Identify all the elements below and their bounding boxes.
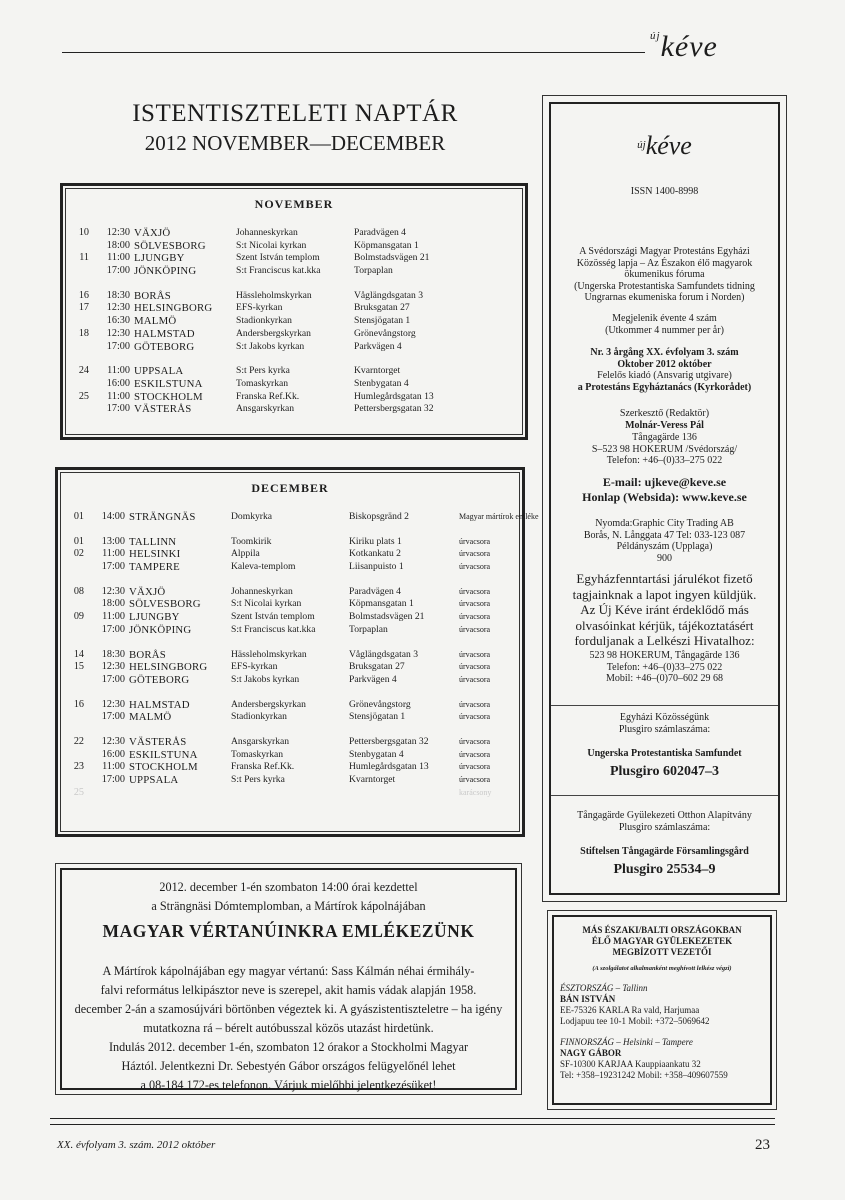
november-church: Johanneskyrkan	[236, 227, 298, 238]
november-day: 24	[78, 365, 89, 377]
december-city: HALMSTAD	[129, 698, 190, 711]
rb-g2a-line: Tångagärde Gyülekezeti Otthon Alapítvány	[577, 810, 752, 821]
november-row	[66, 290, 522, 303]
december-time: 17:00	[101, 711, 125, 723]
header-rule	[62, 52, 645, 53]
rb-desc-line: ökumenikus fóruma	[624, 269, 705, 280]
page-title: ISTENTISZTELETI NAPTÁR	[132, 100, 458, 127]
december-church: Toomkirik	[231, 535, 272, 547]
rb-addr-line: Telefon: +46–(0)33–275 022	[606, 455, 723, 466]
november-city: STOCKHOLM	[134, 390, 203, 403]
december-address: Bolmstadsvägen 21	[349, 611, 425, 623]
notice-intro	[62, 878, 515, 916]
december-group	[61, 536, 519, 574]
november-city: BORÅS	[134, 289, 172, 302]
december-church: Johanneskyrkan	[231, 585, 293, 597]
december-city: STOCKHOLM	[129, 761, 198, 774]
december-group	[61, 649, 519, 687]
november-time: 18:00	[106, 239, 130, 251]
footer-rule	[50, 1124, 775, 1125]
rb-addr-line: Tångagärde 136	[632, 432, 697, 443]
december-address: Humlegårdsgatan 13	[349, 761, 429, 773]
november-address: Parkvägen 4	[354, 340, 402, 352]
website: Honlap (Websida): www.keve.se	[582, 490, 747, 504]
address	[551, 432, 778, 467]
november-time: 17:00	[106, 340, 130, 352]
sb-est-line: Lodjapuu tee 10-1 Mobil: +372–5069642	[560, 1016, 710, 1026]
sb-est-line: BÁN ISTVÁN	[560, 994, 616, 1004]
november-address: Bolmstadsvägen 21	[354, 252, 430, 264]
december-address: Torpaplan	[349, 623, 388, 635]
november-row	[66, 378, 522, 391]
december-address: Grönevångstorg	[349, 698, 411, 710]
rb-g1a-line: Egyházi Közösségünk	[619, 712, 710, 723]
page-subtitle: 2012 NOVEMBER—DECEMBER	[144, 131, 446, 155]
december-day: 22	[73, 736, 84, 748]
december-city: BORÅS	[129, 648, 167, 661]
december-city: JÖNKÖPING	[129, 623, 192, 636]
november-city: MALMÖ	[134, 315, 177, 328]
december-time: 17:00	[101, 561, 125, 573]
notice-headline: MAGYAR VÉRTANÚINKRA EMLÉKEZÜNK	[102, 921, 475, 941]
december-row	[61, 536, 519, 549]
nt-body-line: Háztól. Jelentkezni Dr. Sebestyén Gábor országos felügyelőnél lehet	[121, 1059, 456, 1073]
november-address: Torpaplan	[354, 265, 393, 277]
december-city: LJUNGBY	[129, 611, 180, 624]
publisher	[551, 370, 778, 393]
rb-desc-line: Közösség lapja – Az Északon élő magyarok	[576, 257, 753, 269]
november-city: LJUNGBY	[134, 252, 185, 265]
leaders-note: (A szolgálatot alkalmanként meghívott lelkész végzi)	[592, 965, 732, 972]
november-church: Andersbergskyrkan	[236, 327, 311, 339]
notice-body	[62, 962, 515, 1095]
rb-pub-line: a Protestáns Egyháztanács (Kyrkorådet)	[577, 381, 752, 393]
november-address: Pettersbergsgatan 32	[354, 403, 434, 415]
nt-body-line: A Mártírok kápolnájában egy magyar vértanú: Sass Kálmán néhai érmihály-	[102, 964, 475, 978]
december-city: STRÄNGNÄS	[129, 511, 196, 523]
box-logo: $^{új}$kéve	[637, 131, 692, 160]
november-group	[66, 365, 522, 416]
december-note: úrvacsora	[459, 649, 491, 659]
footer-issue: XX. évfolyam 3. szám. 2012 október	[57, 1139, 216, 1151]
rb-pub-line: Felelős kiadó (Ansvarig utgivare)	[597, 370, 732, 381]
november-address: Bruksgatan 27	[354, 302, 410, 314]
december-church: S:t Nicolai kyrkan	[231, 598, 302, 610]
rb-appeal-line: Egyházfenntartási járulékot fizető	[576, 571, 753, 586]
rb-freq-line: Megjelenik évente 4 szám	[612, 313, 717, 324]
december-note: úrvacsora	[459, 775, 491, 785]
december-city: TALLINN	[129, 535, 177, 548]
november-time: 11:00	[107, 252, 130, 264]
december-church: Stadionkyrkan	[231, 711, 287, 723]
november-address: Köpmansgatan 1	[354, 239, 419, 251]
december-time: 17:00	[101, 623, 125, 635]
december-day: 09	[73, 611, 84, 623]
description	[551, 246, 778, 304]
november-day: 25	[78, 390, 89, 402]
november-church: Tomaskyrkan	[236, 377, 289, 389]
december-note: úrvacsora	[459, 662, 491, 672]
december-row	[61, 774, 519, 787]
rb-office-line: Mobil: +46–(0)70–602 29 68	[605, 673, 724, 684]
rb-desc-line: (Ungerska Protestantiska Samfundets tidning	[574, 280, 755, 292]
november-city: HELSINGBORG	[134, 302, 213, 315]
november-city: HALMSTAD	[134, 327, 195, 340]
november-row	[66, 403, 522, 416]
november-time: 16:00	[106, 377, 130, 389]
december-time: 11:00	[102, 548, 125, 560]
december-day: 02	[73, 548, 84, 560]
december-day: 23	[73, 761, 84, 773]
november-time: 12:30	[106, 302, 130, 314]
november-row	[66, 391, 522, 404]
december-note: karácsony	[459, 787, 492, 797]
december-row	[61, 736, 519, 749]
november-day: 18	[78, 327, 89, 339]
december-note: úrvacsora	[459, 762, 491, 772]
december-address: Kotkankatu 2	[349, 548, 401, 560]
november-address: Kvarntorget	[354, 365, 401, 377]
december-schedule	[55, 467, 539, 837]
november-church: Ansgarskyrkan	[236, 403, 295, 415]
december-address: Bruksgatan 27	[349, 661, 405, 673]
december-row	[61, 661, 519, 674]
december-city: HELSINKI	[129, 548, 181, 561]
december-church: S:t Franciscus kat.kka	[231, 623, 316, 635]
december-city: ESKILSTUNA	[129, 748, 198, 761]
november-address: Våglängdsgatan 3	[354, 289, 424, 301]
november-row	[66, 252, 522, 265]
december-time: 12:30	[101, 698, 125, 710]
rb-print-line: 900	[657, 552, 672, 564]
december-note: úrvacsora	[459, 699, 491, 709]
december-row	[61, 749, 519, 762]
rb-print-line: Példányszám (Upplaga)	[616, 541, 713, 552]
december-time: 18:00	[101, 598, 125, 610]
december-time: 11:00	[102, 611, 125, 623]
december-day: 01	[73, 535, 84, 547]
december-time: 13:00	[101, 535, 125, 547]
logo: $^{új}$kéve	[650, 30, 718, 63]
december-day: 01	[73, 511, 84, 522]
november-row	[66, 265, 522, 278]
december-day: 08	[73, 585, 84, 597]
estonia-leader	[560, 983, 766, 1027]
rb-office-line: Telefon: +46–(0)33–275 022	[606, 661, 723, 673]
december-address: Parkvägen 4	[349, 673, 397, 685]
november-church: EFS-kyrkan	[236, 302, 283, 314]
giro2-number: Plusgiro 25534–9	[613, 862, 716, 877]
december-note: úrvacsora	[459, 562, 491, 572]
december-row	[61, 611, 519, 624]
december-church: EFS-kyrkan	[231, 661, 278, 673]
november-time: 12:30	[106, 327, 130, 339]
november-city: JÖNKÖPING	[134, 265, 197, 278]
december-day: 15	[73, 661, 84, 673]
december-church: Franska Ref.Kk.	[231, 761, 295, 773]
december-note: úrvacsora	[459, 712, 491, 722]
december-row	[61, 624, 519, 637]
email: E-mail: ujkeve@keve.se	[602, 475, 727, 489]
december-address: Pettersbergsgatan 32	[349, 736, 429, 748]
november-time: 11:00	[107, 365, 130, 377]
december-time: 16:00	[101, 748, 125, 760]
november-church: Stadionkyrkan	[236, 315, 292, 327]
december-row	[61, 711, 519, 724]
december-address: Kvarntorget	[349, 774, 396, 786]
november-row	[66, 227, 522, 240]
giro2-name: Stiftelsen Tångagärde Församlingsgård	[580, 846, 749, 857]
november-church: Hässleholmskyrkan	[236, 289, 312, 301]
december-note: úrvacsora	[459, 599, 491, 609]
november-church: S:t Jakobs kyrkan	[236, 340, 305, 352]
december-time: 11:00	[102, 761, 125, 773]
december-row	[61, 548, 519, 561]
december-row	[61, 761, 519, 774]
sb-fin-line: Tel: +358–19231242 Mobil: +358–409607559	[560, 1070, 728, 1080]
november-city: SÖLVESBORG	[134, 239, 206, 252]
december-address: Liisanpuisto 1	[349, 561, 404, 573]
november-time: 11:00	[107, 390, 130, 402]
sb-est-line: EE-75326 KARLA Ra vald, Harjumaa	[560, 1005, 700, 1015]
november-time: 16:30	[106, 315, 130, 327]
december-city: VÄSTERÅS	[129, 736, 187, 749]
november-time: 17:00	[106, 265, 130, 277]
december-time: 12:30	[101, 661, 125, 673]
nt-body-line: falvi református lelkipásztor neve is szerepel, akit hamis vádak alapján 1958.	[100, 983, 477, 997]
november-address: Grönevångstorg	[354, 327, 416, 339]
december-row	[61, 586, 519, 599]
nt-body-line: december 2-án a szamosújvári börtönben végeztek ki. A gyászistentiszteletre – ha igény mutatkozna rá – bérelt autóbusszal közös utazást hirdetünk.	[74, 1002, 503, 1035]
giro1-name: Ungerska Protestantiska Samfundet	[587, 748, 742, 759]
november-time: 17:00	[106, 403, 130, 415]
november-address: Stenbygatan 4	[354, 377, 409, 389]
december-city: TAMPERE	[129, 561, 180, 574]
december-time: 18:30	[101, 648, 125, 660]
december-time: 17:00	[101, 673, 125, 685]
december-address: Köpmansgatan 1	[349, 598, 414, 610]
december-note: úrvacsora	[459, 586, 491, 596]
december-time: 14:00	[101, 511, 125, 522]
december-group	[61, 586, 519, 637]
frequency	[551, 313, 778, 336]
december-city: SÖLVESBORG	[129, 598, 201, 611]
finland-leader	[560, 1037, 766, 1081]
december-church: Hässleholmskyrkan	[231, 648, 307, 660]
divider	[551, 795, 778, 796]
november-city: VÄXJÖ	[134, 227, 171, 239]
november-row	[66, 365, 522, 378]
nt-intro-line: 2012. december 1-én szombaton 14:00 órai kezdettel	[159, 880, 418, 894]
december-note: úrvacsora	[459, 612, 491, 622]
november-day: 16	[78, 289, 89, 301]
leaders-title	[554, 925, 770, 958]
sb-fin-line: NAGY GÁBOR	[560, 1048, 622, 1058]
rb-office-line: 523 98 HOKERUM, Tångagärde 136	[589, 650, 740, 661]
december-church: Kaleva-templom	[231, 561, 296, 573]
november-church: S:t Pers kyrka	[236, 365, 290, 377]
december-address: Våglängdsgatan 3	[349, 648, 419, 660]
sb-est-line: ÉSZTORSZÁG – Tallinn	[560, 983, 648, 993]
rb-g1a-line: Plusgiro számlaszáma:	[618, 723, 711, 735]
november-row	[66, 240, 522, 253]
december-church: Alppila	[231, 548, 260, 560]
november-group	[66, 290, 522, 353]
december-city: VÄXJÖ	[129, 585, 166, 598]
december-heading: DECEMBER	[251, 481, 329, 495]
rb-desc-line: Ungrarnas ekumeniska forum i Norden)	[584, 292, 745, 303]
december-time: 12:30	[101, 585, 125, 597]
rb-appeal-line: tagjainknak a lapot ingyen küldjük.	[572, 586, 757, 602]
footer-rule	[50, 1118, 775, 1119]
divider	[551, 705, 778, 706]
rb-appeal-line: olvasóinkat kérjük, tájékoztatásért	[575, 617, 754, 633]
december-church: Andersbergskyrkan	[231, 698, 306, 710]
december-row	[61, 699, 519, 712]
sb-fin-line: SF-10300 KARJAA Kauppiaankatu 32	[560, 1059, 701, 1069]
november-schedule	[60, 183, 528, 440]
giro1-number: Plusgiro 602047–3	[609, 764, 720, 779]
editor-label: Szerkesztő (Redaktör)	[619, 408, 710, 419]
issue-info	[551, 347, 778, 370]
rb-g2a-line: Plusgiro számlaszáma:	[618, 821, 711, 833]
december-city: GÖTEBORG	[129, 673, 190, 686]
november-time: 18:30	[106, 289, 130, 301]
rb-issue-line: Oktober 2012 október	[617, 358, 712, 370]
appeal	[551, 571, 778, 649]
december-row	[61, 511, 539, 524]
december-note: úrvacsora	[459, 536, 491, 546]
december-address: Stensjögatan 1	[349, 711, 406, 723]
december-note: úrvacsora	[459, 674, 491, 684]
rb-appeal-line: Az Új Kéve iránt érdeklődő más	[580, 602, 749, 617]
rb-freq-line: (Utkommer 4 nummer per år)	[605, 324, 724, 336]
november-row	[66, 341, 522, 354]
december-time: 17:00	[101, 774, 125, 786]
november-day: 11	[79, 252, 89, 264]
nt-body-line: Indulás 2012. december 1-én, szombaton 12 órakor a Stockholmi Magyar	[108, 1040, 469, 1054]
sb-title-line: ÉLŐ MAGYAR GYÜLEKEZETEK	[591, 936, 733, 946]
december-address: Kiriku plats 1	[349, 535, 402, 547]
sb-title-line: MEGBÍZOTT VEZETŐI	[612, 947, 712, 957]
nt-body-line: a 08-184 172-es telefonon. Várjuk mielőbbi jelentkezésüket!	[140, 1078, 437, 1092]
november-row	[66, 302, 522, 315]
november-address: Stensjögatan 1	[354, 315, 411, 327]
december-church: Tomaskyrkan	[231, 748, 284, 760]
december-note: úrvacsora	[459, 624, 491, 634]
november-day: 10	[78, 227, 89, 238]
december-address: Stenbygatan 4	[349, 748, 404, 760]
november-time: 12:30	[106, 227, 130, 238]
november-row	[66, 328, 522, 341]
rb-issue-line: Nr. 3 årgång XX. évfolyam 3. szám	[590, 347, 739, 358]
december-time: 12:30	[101, 736, 125, 748]
december-day: 14	[73, 648, 84, 660]
november-church: Franska Ref.Kk.	[236, 390, 300, 402]
giro1-label	[551, 712, 778, 735]
december-city: MALMÖ	[129, 711, 172, 724]
november-group	[66, 227, 522, 278]
november-heading: NOVEMBER	[254, 197, 334, 211]
leaders-box	[547, 910, 777, 1110]
rb-addr-line: S–523 98 HOKERUM /Svédország/	[591, 443, 738, 455]
rb-print-line: Nyomda:Graphic City Trading AB	[595, 518, 734, 529]
editor-name: Molnár-Veress Pál	[625, 420, 704, 431]
december-city: UPPSALA	[129, 774, 179, 787]
december-church: S:t Pers kyrka	[231, 774, 285, 786]
december-day: 16	[73, 698, 84, 710]
december-church: Domkyrka	[231, 511, 273, 522]
rb-desc-line: A Svédországi Magyar Protestáns Egyházi	[579, 246, 750, 257]
december-group	[61, 699, 519, 724]
december-church: S:t Jakobs kyrkan	[231, 673, 300, 685]
november-church: S:t Nicolai kyrkan	[236, 239, 307, 251]
december-group	[61, 736, 519, 799]
office	[551, 650, 778, 685]
december-note: Magyar mártírok emléke	[459, 512, 539, 521]
printer	[551, 518, 778, 564]
december-note: úrvacsora	[459, 749, 491, 759]
november-city: UPPSALA	[134, 365, 184, 378]
giro2-label	[551, 810, 778, 833]
december-church: Szent István templom	[231, 611, 315, 623]
november-address: Paradvägen 4	[354, 227, 406, 238]
december-row	[61, 649, 519, 662]
info-box	[542, 95, 787, 902]
page-number: 23	[755, 1137, 770, 1153]
december-address: Paradvägen 4	[349, 585, 401, 597]
memorial-notice	[55, 863, 522, 1095]
november-church: S:t Franciscus kat.kka	[236, 265, 321, 277]
december-row	[61, 598, 519, 611]
december-note: úrvacsora	[459, 737, 491, 747]
november-city: ESKILSTUNA	[134, 377, 203, 390]
issn: ISSN 1400-8998	[630, 186, 699, 197]
sb-fin-line: FINNORSZÁG – Helsinki – Tampere	[560, 1037, 693, 1047]
november-city: VÄSTERÅS	[134, 403, 192, 416]
december-day: 25	[73, 786, 84, 798]
december-city: HELSINGBORG	[129, 661, 208, 674]
nt-intro-line: a Strängnäsi Dómtemplomban, a Mártírok kápolnájában	[151, 899, 426, 913]
december-note: úrvacsora	[459, 549, 491, 559]
november-address: Humlegårdsgatan 13	[354, 390, 434, 402]
rb-print-line: Borås, N. Långgata 47 Tel: 033-123 087	[583, 529, 746, 541]
december-row	[61, 787, 519, 800]
november-day: 17	[78, 302, 89, 314]
december-address: Biskopsgränd 2	[349, 511, 409, 522]
november-church: Szent István templom	[236, 252, 320, 264]
december-row	[61, 561, 519, 574]
november-row	[66, 315, 522, 328]
december-church: Ansgarskyrkan	[231, 736, 290, 748]
december-group	[61, 511, 539, 524]
sb-title-line: MÁS ÉSZAKI/BALTI ORSZÁGOKBAN	[582, 925, 742, 935]
november-city: GÖTEBORG	[134, 340, 195, 353]
december-row	[61, 674, 519, 687]
rb-appeal-line: forduljanak a Lelkészi Hivatalhoz:	[574, 633, 755, 648]
